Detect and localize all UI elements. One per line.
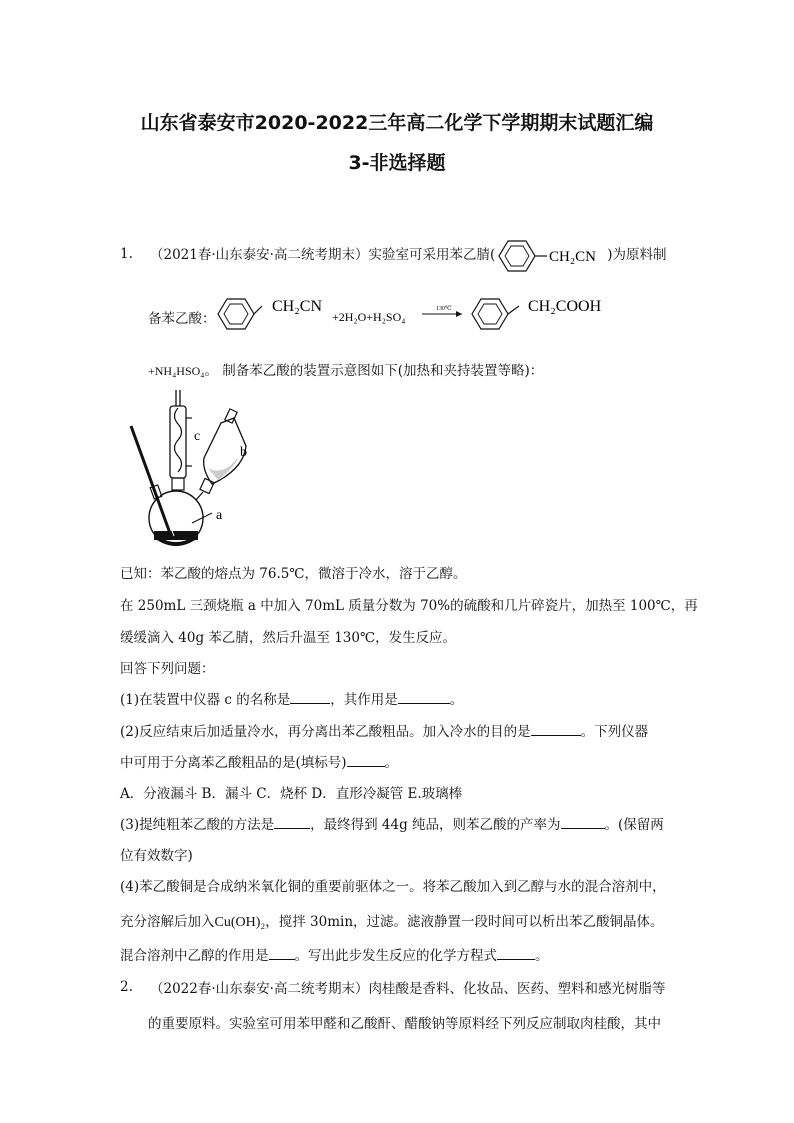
benzene-ring-icon (495, 236, 607, 276)
sub-question-1-text-b: ，其作用是 (330, 692, 398, 708)
sub-question-4-line-1: (4)苯乙酸铜是合成纳米氧化铜的重要前驱体之一。将苯乙酸加入到乙醇与水的混合溶剂中， (120, 879, 666, 895)
answer-blank[interactable] (561, 816, 605, 829)
arrow-head-icon (456, 311, 462, 317)
label-b: b (240, 445, 247, 460)
sub-question-2-cont (120, 751, 398, 771)
question-intro (150, 243, 667, 264)
sub-question-4-text-c: 混合溶剂中乙醇的作用是 (120, 948, 269, 964)
sub-question-3-cont: 位有效数字) (120, 848, 193, 864)
sub-question-4-line-3 (120, 944, 549, 964)
copper-hydroxide-formula: Cu(OH)₂ (214, 915, 266, 930)
sub-question-2 (120, 720, 648, 740)
answer-blank[interactable] (269, 947, 295, 960)
document-subtitle: 3-非选择题 (348, 152, 446, 174)
condenser (170, 406, 186, 478)
sub-question-2-text: (2)反应结束后加适量冷水，再分离出苯乙酸粗品。加入冷水的目的是 (120, 724, 531, 740)
answer-blank[interactable] (398, 691, 450, 704)
question-number: 2. (120, 979, 133, 995)
sub-question-1-text: (1)在装置中仪器 c 的名称是 (120, 692, 291, 708)
answer-blank[interactable] (531, 723, 581, 736)
condition-label: 130℃ (436, 306, 452, 312)
question-intro-text: （2021春·山东泰安·高二统考期末）实验室可采用苯乙腈( (150, 247, 496, 263)
reagents-label: +2H₂O+H₂SO₄ (332, 310, 406, 324)
sub-question-3-text: (3)提纯粗苯乙酸的方法是 (120, 817, 275, 833)
setup-description: 。 制备苯乙酸的装置示意图如下(加热和夹持装置等略)： (204, 363, 544, 379)
sub-question-4-text-d: 。写出此步发生反应的化学方程式 (294, 948, 497, 964)
sub-question-3-text-b: ，最终得到 44g 纯品，则苯乙酸的产率为 (310, 817, 561, 833)
document-title: 山东省泰安市2020-2022三年高二化学下学期期末试题汇编 (140, 112, 654, 134)
procedure-line-1: 在 250mL 三颈烧瓶 a 中加入 70mL 质量分数为 70%的硫酸和几片碎瓷片，加热至 100℃，再 (120, 598, 698, 614)
sub-question-1 (120, 688, 463, 708)
sub-question-4-text-b: ，搅拌 30min，过滤。滤液静置一段时间可以析出苯乙酸铜晶体。 (265, 914, 664, 930)
known-text: 已知：苯乙酸的熔点为 76.5℃，微溶于冷水，溶于乙醇。 (120, 566, 467, 582)
question-intro-text-end: )为原料制 (607, 247, 667, 263)
product-substituent: CH₂COOH (528, 298, 602, 315)
question-2-line-2: 的重要原料。实验室可用苯甲醛和乙酸酐、醋酸钠等原料经下列反应制取肉桂酸，其中 (148, 1016, 661, 1032)
sub-question-3 (120, 813, 664, 833)
byproduct-line (148, 359, 543, 379)
sub-question-2-text-c: 中可用于分离苯乙酸粗品的是(填标号) (120, 755, 347, 771)
reactant-substituent: CH₂CN (272, 298, 323, 315)
reaction-equation (214, 288, 624, 338)
sub-question-2-text-b: 。下列仪器 (580, 724, 649, 740)
sub-question-2-end: 。 (384, 755, 399, 771)
substituent-label: CH₂CN (549, 248, 597, 265)
answer-blank[interactable] (290, 691, 330, 704)
equation-label: 备苯乙酸： (148, 311, 216, 327)
sub-question-1-end: 。 (449, 692, 464, 708)
answer-blank[interactable] (274, 816, 310, 829)
question-2-line-1: （2022春·山东泰安·高二统考期末）肉桂酸是香料、化妆品、医药、塑料和感光树脂等 (150, 981, 666, 997)
byproduct-formula: +NH₄HSO₄ (148, 364, 205, 378)
sub-question-4-end: 。 (535, 948, 549, 964)
sub-question-3-text-c: 。(保留两 (604, 817, 664, 833)
question-number: 1. (120, 246, 133, 262)
answer-blank[interactable] (347, 754, 385, 767)
sub-question-4-line-2 (120, 910, 664, 931)
options-line: A．分液漏斗 B．漏斗 C．烧杯 D．直形冷凝管 E.玻璃棒 (120, 786, 463, 802)
benzyl-cyanide-structure (495, 248, 607, 264)
answer-prompt: 回答下列问题： (120, 661, 215, 677)
answer-blank[interactable] (497, 947, 535, 960)
label-a: a (216, 508, 223, 523)
sub-question-4-text: 充分溶解后加入 (120, 914, 215, 930)
procedure-line-2: 缓缓滴入 40g 苯乙腈，然后升温至 130℃，发生反应。 (120, 630, 457, 646)
label-c: c (194, 429, 201, 444)
apparatus-diagram (126, 388, 276, 550)
